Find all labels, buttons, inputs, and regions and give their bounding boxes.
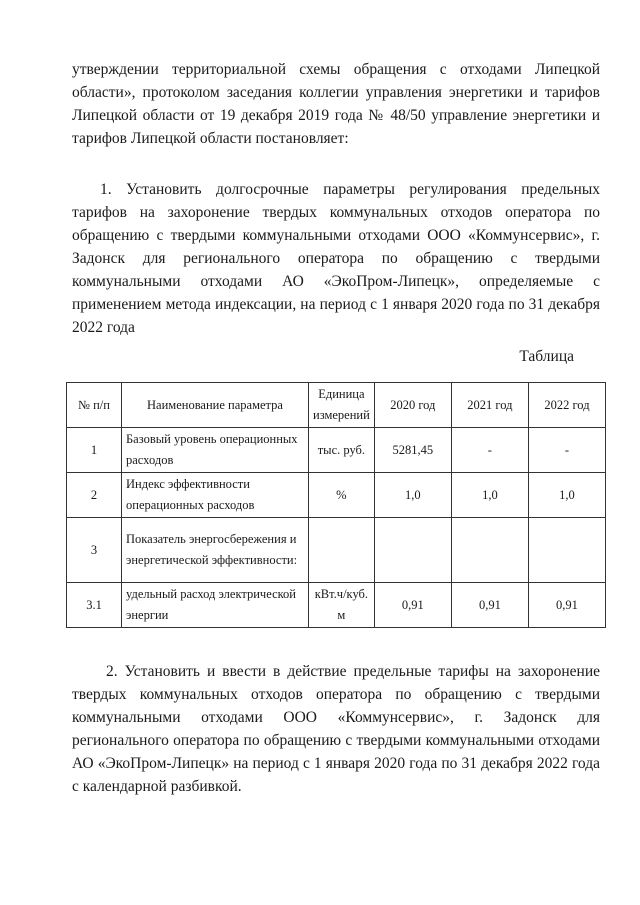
table-row — [67, 518, 606, 583]
cell-parameter-name: Базовый уровень операционных расходов — [122, 428, 309, 473]
paragraph-2: 2. Установить и ввести в действие предельные тарифы на захоронение твердых коммунальных отходов оператора по обращению с твердыми коммунальными отходами ООО «Коммунсервис», г. Задонск для регионального оператора по обращению с твердыми коммунальными отходами АО «ЭкоПром-Липецк» на период с 1 января 2020 года по 31 декабря 2022 года с календарной разбивкой. — [72, 663, 600, 795]
cell-parameter-name: Показатель энергосбережения и энергетической эффективности: — [122, 518, 309, 583]
cell-2021 — [451, 518, 528, 583]
header-2022: 2022 год — [528, 383, 605, 428]
header-number: № п/п — [67, 383, 122, 428]
header-2021: 2021 год — [451, 383, 528, 428]
cell-number: 3 — [67, 518, 122, 583]
cell-2022: 0,91 — [528, 583, 605, 628]
table-header-row — [67, 383, 606, 428]
cell-2022 — [528, 518, 605, 583]
intro-paragraph: утверждении территориальной схемы обращения с отходами Липецкой области», протоколом заседания коллегии управления энергетики и тарифов Липецкой области от 19 декабря 2019 года № 48/50 управление энергетики и тарифов Липецкой области постановляет: — [72, 61, 600, 147]
cell-number: 2 — [67, 473, 122, 518]
cell-unit: % — [309, 473, 375, 518]
cell-2020: 1,0 — [374, 473, 451, 518]
table-row — [67, 428, 606, 473]
cell-2020 — [374, 518, 451, 583]
paragraph-1: 1. Установить долгосрочные параметры регулирования предельных тарифов на захоронение твердых коммунальных отходов оператора по обращению с твердыми коммунальными отходами ООО «Коммунсервис», г. Задонск для регионального оператора по обращению с твердыми коммунальными отходами АО «ЭкоПром-Липецк», определяемые с применением метода индексации, на период с 1 января 2020 года по 31 декабря 2022 года — [72, 181, 600, 336]
table-row — [67, 473, 606, 518]
cell-2022: 1,0 — [528, 473, 605, 518]
parameters-table — [66, 382, 606, 628]
cell-2020: 5281,45 — [374, 428, 451, 473]
cell-2021: 1,0 — [451, 473, 528, 518]
cell-2020: 0,91 — [374, 583, 451, 628]
cell-2022: - — [528, 428, 605, 473]
cell-number: 3.1 — [67, 583, 122, 628]
cell-parameter-name: Индекс эффективности операционных расходов — [122, 473, 309, 518]
cell-number: 1 — [67, 428, 122, 473]
cell-unit — [309, 518, 375, 583]
cell-2021: - — [451, 428, 528, 473]
cell-2021: 0,91 — [451, 583, 528, 628]
header-2020: 2020 год — [374, 383, 451, 428]
table-row — [67, 583, 606, 628]
table-caption: Таблица — [519, 348, 574, 365]
cell-parameter-name: удельный расход электрической энергии — [122, 583, 309, 628]
cell-unit: кВт.ч/куб. м — [309, 583, 375, 628]
cell-unit: тыс. руб. — [309, 428, 375, 473]
header-parameter-name: Наименование параметра — [122, 383, 309, 428]
header-unit: Единица измерений — [309, 383, 375, 428]
